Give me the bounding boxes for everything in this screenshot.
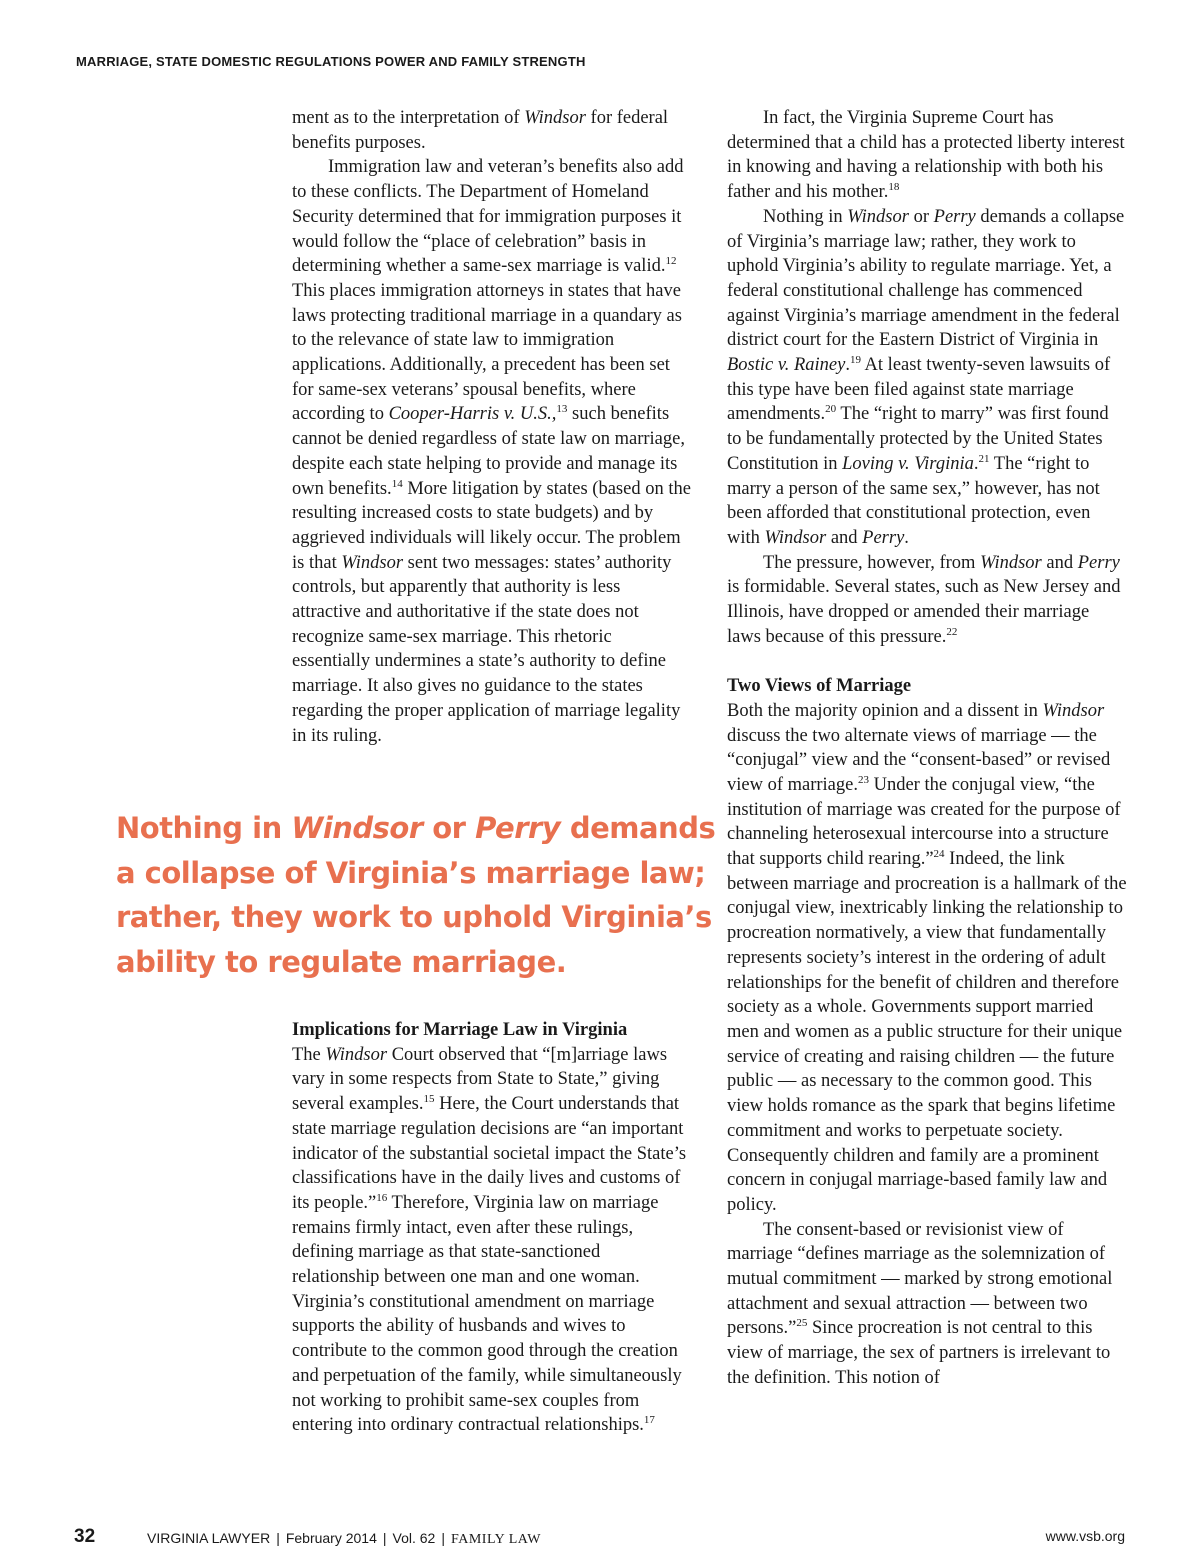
paragraph: The consent-based or revisionist view of marriage “defines marriage as the solemnization of mutual commitment — marked by strong emotional attachment and sexual attraction — between two persons.”$^{25}$ Since procreation is not central to this view of marriage, the sex of partners is irrelevant to the definition. This notion of [727, 1219, 1113, 1388]
paragraph: Nothing in Windsor or Perry demands a collapse of Virginia’s marriage law; rather, they work to uphold Virginia’s ability to regulate marriage. Yet, a federal constitutional challenge has commenced against Virginia’s marriage amendment in the federal district court for the Eastern District of Virginia in Bostic v. Rainey.$^{19}$ At least twenty-seven lawsuits of this type have been filed against state marriage amendments.$^{20}$ The “right to marry” was first found to be fundamentally protected by the United States Constitution in Loving v. Virginia.$^{21}$ The “right to marry a person of the same sex,” however, has not been afforded that constitutional protection, even with Windsor and Perry. [727, 206, 1125, 548]
right-column [727, 106, 1127, 1391]
paragraph: The pressure, however, from Windsor and Perry is formidable. Several states, such as New Jersey and Illinois, have dropped or amended their marriage laws because of this pressure.$^{22}$ [727, 552, 1121, 647]
divider: | [441, 1530, 445, 1546]
divider: | [382, 1530, 387, 1546]
footnote-ref: 23 [857, 773, 869, 786]
page-footer [0, 1526, 1200, 1554]
left-column-top [292, 106, 692, 748]
footnote-ref: 12 [665, 255, 677, 268]
issue-date: February 2014 [285, 1530, 377, 1546]
footnote-ref: 19 [849, 354, 861, 367]
footnote-ref: 22 [946, 625, 958, 638]
section-name: FAMILY LAW [451, 1532, 541, 1547]
volume: Vol. 62 [392, 1530, 436, 1546]
left-column-bottom [292, 1018, 692, 1438]
footnote-ref: 16 [376, 1191, 388, 1204]
pull-quote: Nothing in Windsor or Perry demands a collapse of Virginia’s marriage law; rather, they work to uphold Virginia’s ability to regulate marriage. [116, 811, 716, 979]
footnote-ref: 20 [825, 403, 837, 416]
paragraph: The Windsor Court observed that “[m]arriage laws vary in some respects from State to State,” giving several examples.$^{15}$ Here, the Court understands that state marriage regulation decisions are “an important indicator of the substantial societal impact the State’s classifications have in the daily lives and customs of its people.”$^{16}$ Therefore, Virginia law on marriage remains firmly intact, even after these rulings, defining marriage as that state-sanctioned relationship between one man and one woman. Virginia’s constitutional amendment on marriage supports the ability of husbands and wives to contribute to the common good through the creation and perpetuation of the family, while simultaneously not working to prohibit same-sex couples from entering into ordinary contractual relationships.$^{17}$ [292, 1044, 687, 1436]
footnote-ref: 15 [423, 1093, 435, 1106]
website-link[interactable]: www.vsb.org [1045, 1528, 1125, 1544]
publication-info [147, 1530, 541, 1548]
footnote-ref: 13 [556, 403, 568, 416]
divider: | [276, 1530, 280, 1546]
running-head: MARRIAGE, STATE DOMESTIC REGULATIONS POWER AND FAMILY STRENGTH [76, 54, 586, 69]
paragraph: ment as to the interpretation of Windsor for federal benefits purposes. [292, 108, 669, 153]
magazine-name: VIRGINIA LAWYER [147, 1530, 271, 1546]
footnote-ref: 24 [933, 848, 945, 861]
footnote-ref: 17 [643, 1414, 655, 1427]
page-number: 32 [74, 1526, 96, 1547]
footnote-ref: 14 [391, 477, 403, 490]
paragraph: Both the majority opinion and a dissent in Windsor discuss the two alternate views of marriage — the “conjugal” view and the “consent-based” or revised view of marriage.$^{23}$ Under the conjugal view, “the institution of marriage was created for the purpose of channeling heterosexual intercourse into a structure that supports child rearing.”$^{24}$ Indeed, the link between marriage and procreation is a hallmark of the conjugal view, inextricably linking the relationship to procreation normatively, a view that fundamentally represents society’s interest in the ordering of adult relationships for the benefit of children and therefore society as a whole. Governments support married men and women as a public structure for their unique service of creating and raising children — the future public — as necessary to the common good. This view holds romance as the spark that begins lifetime commitment and works to perpetuate society. Consequently children and family are a prominent concern in conjugal marriage-based family law and policy. [727, 700, 1127, 1215]
spacer [727, 649, 1127, 674]
footnote-ref: 18 [888, 181, 900, 194]
paragraph: In fact, the Virginia Supreme Court has determined that a child has a protected liberty interest in knowing and having a relationship with both his father and his mother.$^{18}$ [727, 108, 1125, 203]
footnote-ref: 21 [978, 452, 990, 465]
section-heading: Two Views of Marriage [727, 676, 912, 697]
section-heading: Implications for Marriage Law in Virginia [292, 1020, 628, 1040]
paragraph: Immigration law and veteran’s benefits also add to these conflicts. The Department of Homeland Security determined that for immigration purposes it would follow the “place of celebration” basis in determining whether a same-sex marriage is valid.$^{12}$ This places immigration attorneys in states that have laws protecting traditional marriage in a quandary as to the relevance of state law to immigration applications. Additionally, a precedent has been set for same-sex veterans’ spousal benefits, where according to Cooper-Harris v. U.S.,$^{13}$ such benefits cannot be denied regardless of state law on marriage, despite each state helping to provide and manage its own benefits.$^{14}$ More litigation by states (based on the resulting increased costs to state budgets) and by aggrieved individuals will likely occur. The problem is that Windsor sent two messages: states’ authority controls, but apparently that authority is less attractive and authoritative if the state does not recognize same-sex marriage. This rhetoric essentially undermines a state’s authority to define marriage. It also gives no guidance to the states regarding the proper application of marriage legality in its ruling. [292, 157, 691, 746]
footnote-ref: 25 [796, 1317, 808, 1330]
